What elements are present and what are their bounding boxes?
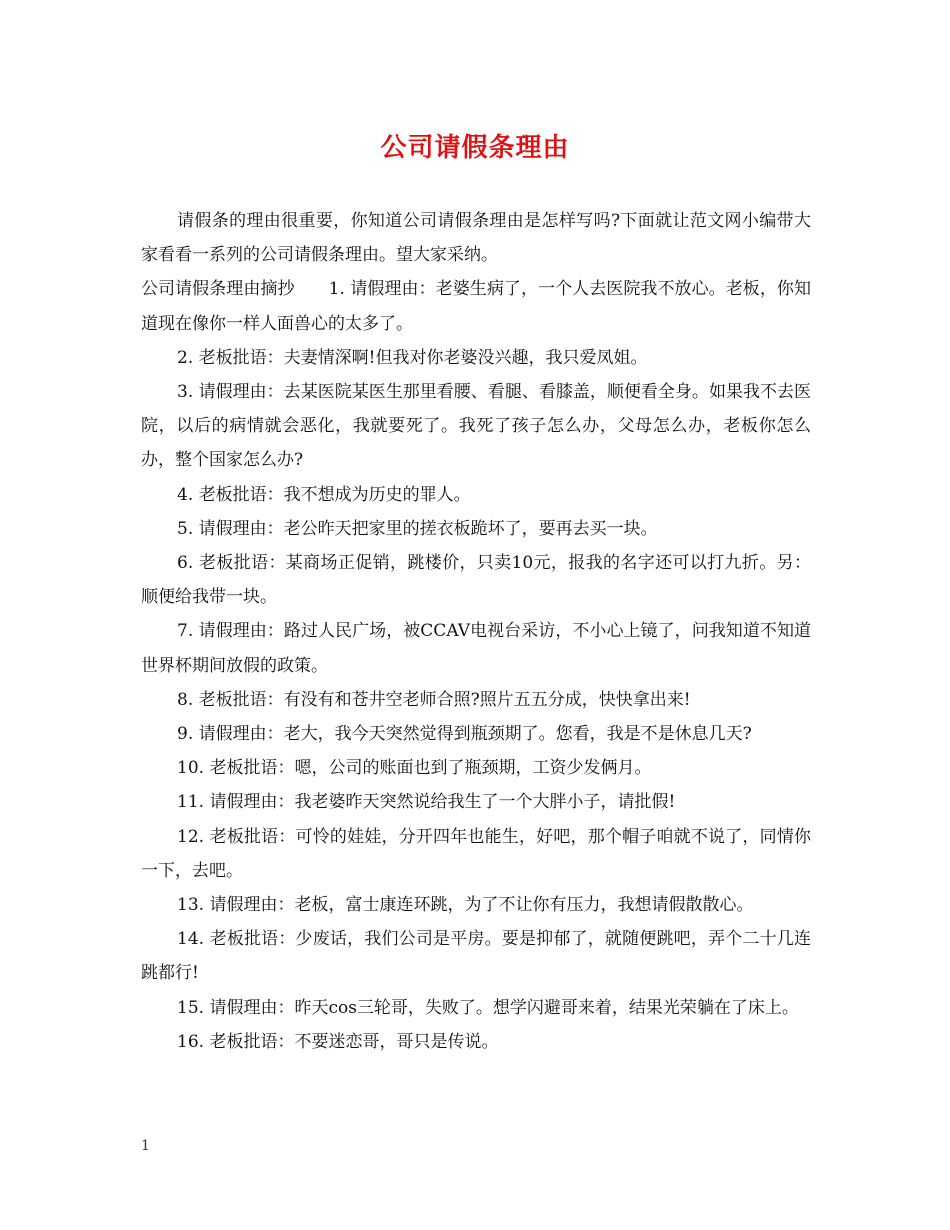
- document-body: [141, 204, 811, 1059]
- intro-paragraph: 请假条的理由很重要，你知道公司请假条理由是怎样写吗?下面就让范文网小编带大家看看一系列的公司请假条理由。望大家采纳。: [141, 211, 811, 266]
- paragraph-item-4: 4. 老板批语：我不想成为历史的罪人。: [177, 484, 471, 505]
- paragraph-item-16: 16. 老板批语：不要迷恋哥，哥只是传说。: [177, 1031, 499, 1052]
- paragraph-item-5: 5. 请假理由：老公昨天把家里的搓衣板跪坏了，要再去买一块。: [177, 518, 658, 539]
- paragraph-item-10: 10. 老板批语：嗯，公司的账面也到了瓶颈期，工资少发俩月。: [177, 758, 652, 779]
- page-title: 公司请假条理由: [380, 133, 570, 163]
- page-number: 1: [141, 1138, 150, 1154]
- paragraph-item-9: 9. 请假理由：老大，我今天突然觉得到瓶颈期了。您看，我是不是休息几天?: [177, 724, 752, 745]
- paragraph-item-3: 3. 请假理由：去某医院某医生那里看腰、看腿、看膝盖，顺便看全身。如果我不去医院，以后的病情就会恶化，我就要死了。我死了孩子怎么办，父母怎么办，老板你怎么办，整个国家怎么办?: [141, 382, 811, 471]
- paragraph-item-12: 12. 老板批语：可怜的娃娃，分开四年也能生，好吧，那个帽子咱就不说了，同情你一下，去吧。: [141, 826, 811, 881]
- paragraph-item-15: 15. 请假理由：昨天cos三轮哥，失败了。想学闪避哥来着，结果光荣躺在了床上。: [177, 997, 799, 1018]
- paragraph-item-2: 2. 老板批语：夫妻情深啊!但我对你老婆没兴趣，我只爱凤姐。: [177, 347, 648, 368]
- paragraph-item-14: 14. 老板批语：少废话，我们公司是平房。要是抑郁了，就随便跳吧，弄个二十几连跳都行!: [141, 929, 811, 984]
- paragraph-item-6: 6. 老板批语：某商场正促销，跳楼价，只卖10元，报我的名字还可以打九折。另：顺便给我带一块。: [141, 553, 811, 608]
- paragraph-item-7: 7. 请假理由：路过人民广场，被CCAV电视台采访，不小心上镜了，问我知道不知道世界杯期间放假的政策。: [141, 621, 811, 676]
- paragraph-item-13: 13. 请假理由：老板，富士康连环跳，为了不让你有压力，我想请假散散心。: [177, 895, 754, 916]
- paragraph-item-11: 11. 请假理由：我老婆昨天突然说给我生了一个大胖小子，请批假!: [177, 792, 676, 813]
- paragraph-item-8: 8. 老板批语：有没有和苍井空老师合照?照片五五分成，快快拿出来!: [177, 689, 691, 710]
- paragraph-item-1: 公司请假条理由摘抄 1. 请假理由：老婆生病了，一个人去医院我不放心。老板，你知道现在像你一样人面兽心的太多了。: [141, 279, 811, 334]
